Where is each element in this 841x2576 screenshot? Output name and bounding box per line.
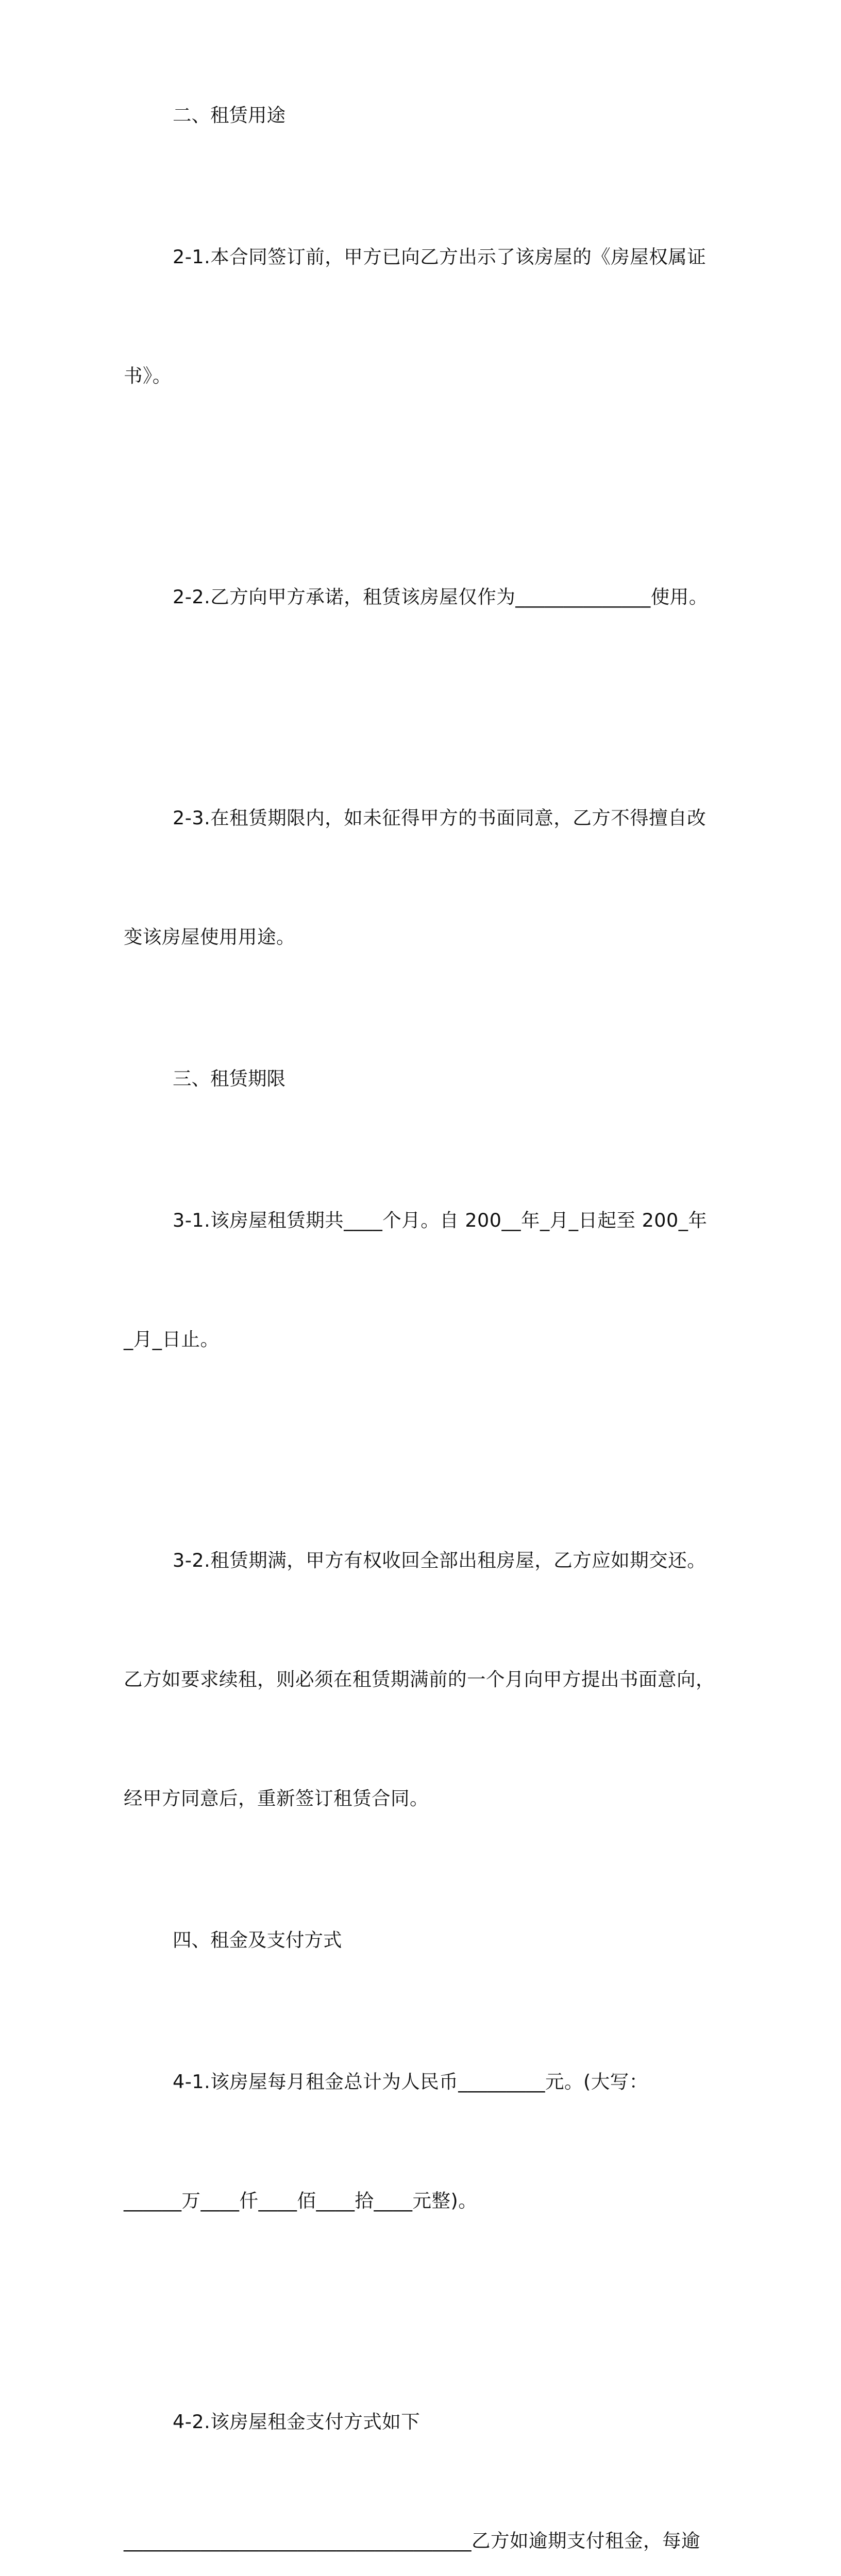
- clause-line: 4-1.该房屋每月租金总计为人民币_________元。(大写：: [173, 2071, 648, 2093]
- clause-line: 书》。: [124, 365, 172, 387]
- clause-line: _月_日止。: [124, 1328, 220, 1350]
- clause-line: ____________________________________乙方如逾期支付租金，每逾: [124, 2530, 700, 2552]
- clause-3-1: [124, 1121, 711, 1438]
- clause-2-2: [124, 498, 711, 696]
- clause-line: 2-3.在租赁期限内，如未征得甲方的书面同意，乙方不得擅自改: [173, 807, 707, 829]
- contract-body: [124, 95, 715, 2576]
- clause-4-2: [124, 2323, 711, 2576]
- section-heading-rent-payment: 四、租金及支付方式: [173, 1929, 342, 1951]
- clause-line: 4-2.该房屋租金支付方式如下: [173, 2411, 420, 2433]
- clause-line: 3-2.租赁期满，甲方有权收回全部出租房屋，乙方应如期交还。: [173, 1549, 707, 1571]
- clause-4-1: [124, 1982, 711, 2300]
- clause-line: 2-2.乙方向甲方承诺，租赁该房屋仅作为______________使用。: [173, 586, 708, 608]
- clause-line: 变该房屋使用用途。: [124, 926, 295, 948]
- section-heading-rental-term: 三、租赁期限: [173, 1067, 285, 1090]
- clause-line: ______万____仟____佰____拾____元整)。: [124, 2190, 478, 2212]
- clause-line: 2-1.本合同签订前，甲方已向乙方出示了该房屋的《房屋权属证: [173, 246, 707, 268]
- section-heading-rental-use: 二、租赁用途: [173, 104, 285, 126]
- clause-line: 乙方如要求续租，则必须在租赁期满前的一个月向甲方提出书面意向，: [124, 1668, 715, 1690]
- clause-2-3: [124, 719, 711, 1036]
- clause-line: 经甲方同意后，重新签订租赁合同。: [124, 1787, 429, 1809]
- clause-2-1: [124, 158, 711, 475]
- clause-3-2: [124, 1461, 715, 1897]
- clause-line: 3-1.该房屋租赁期共____个月。自 200__年_月_日起至 200_年: [173, 1209, 708, 1231]
